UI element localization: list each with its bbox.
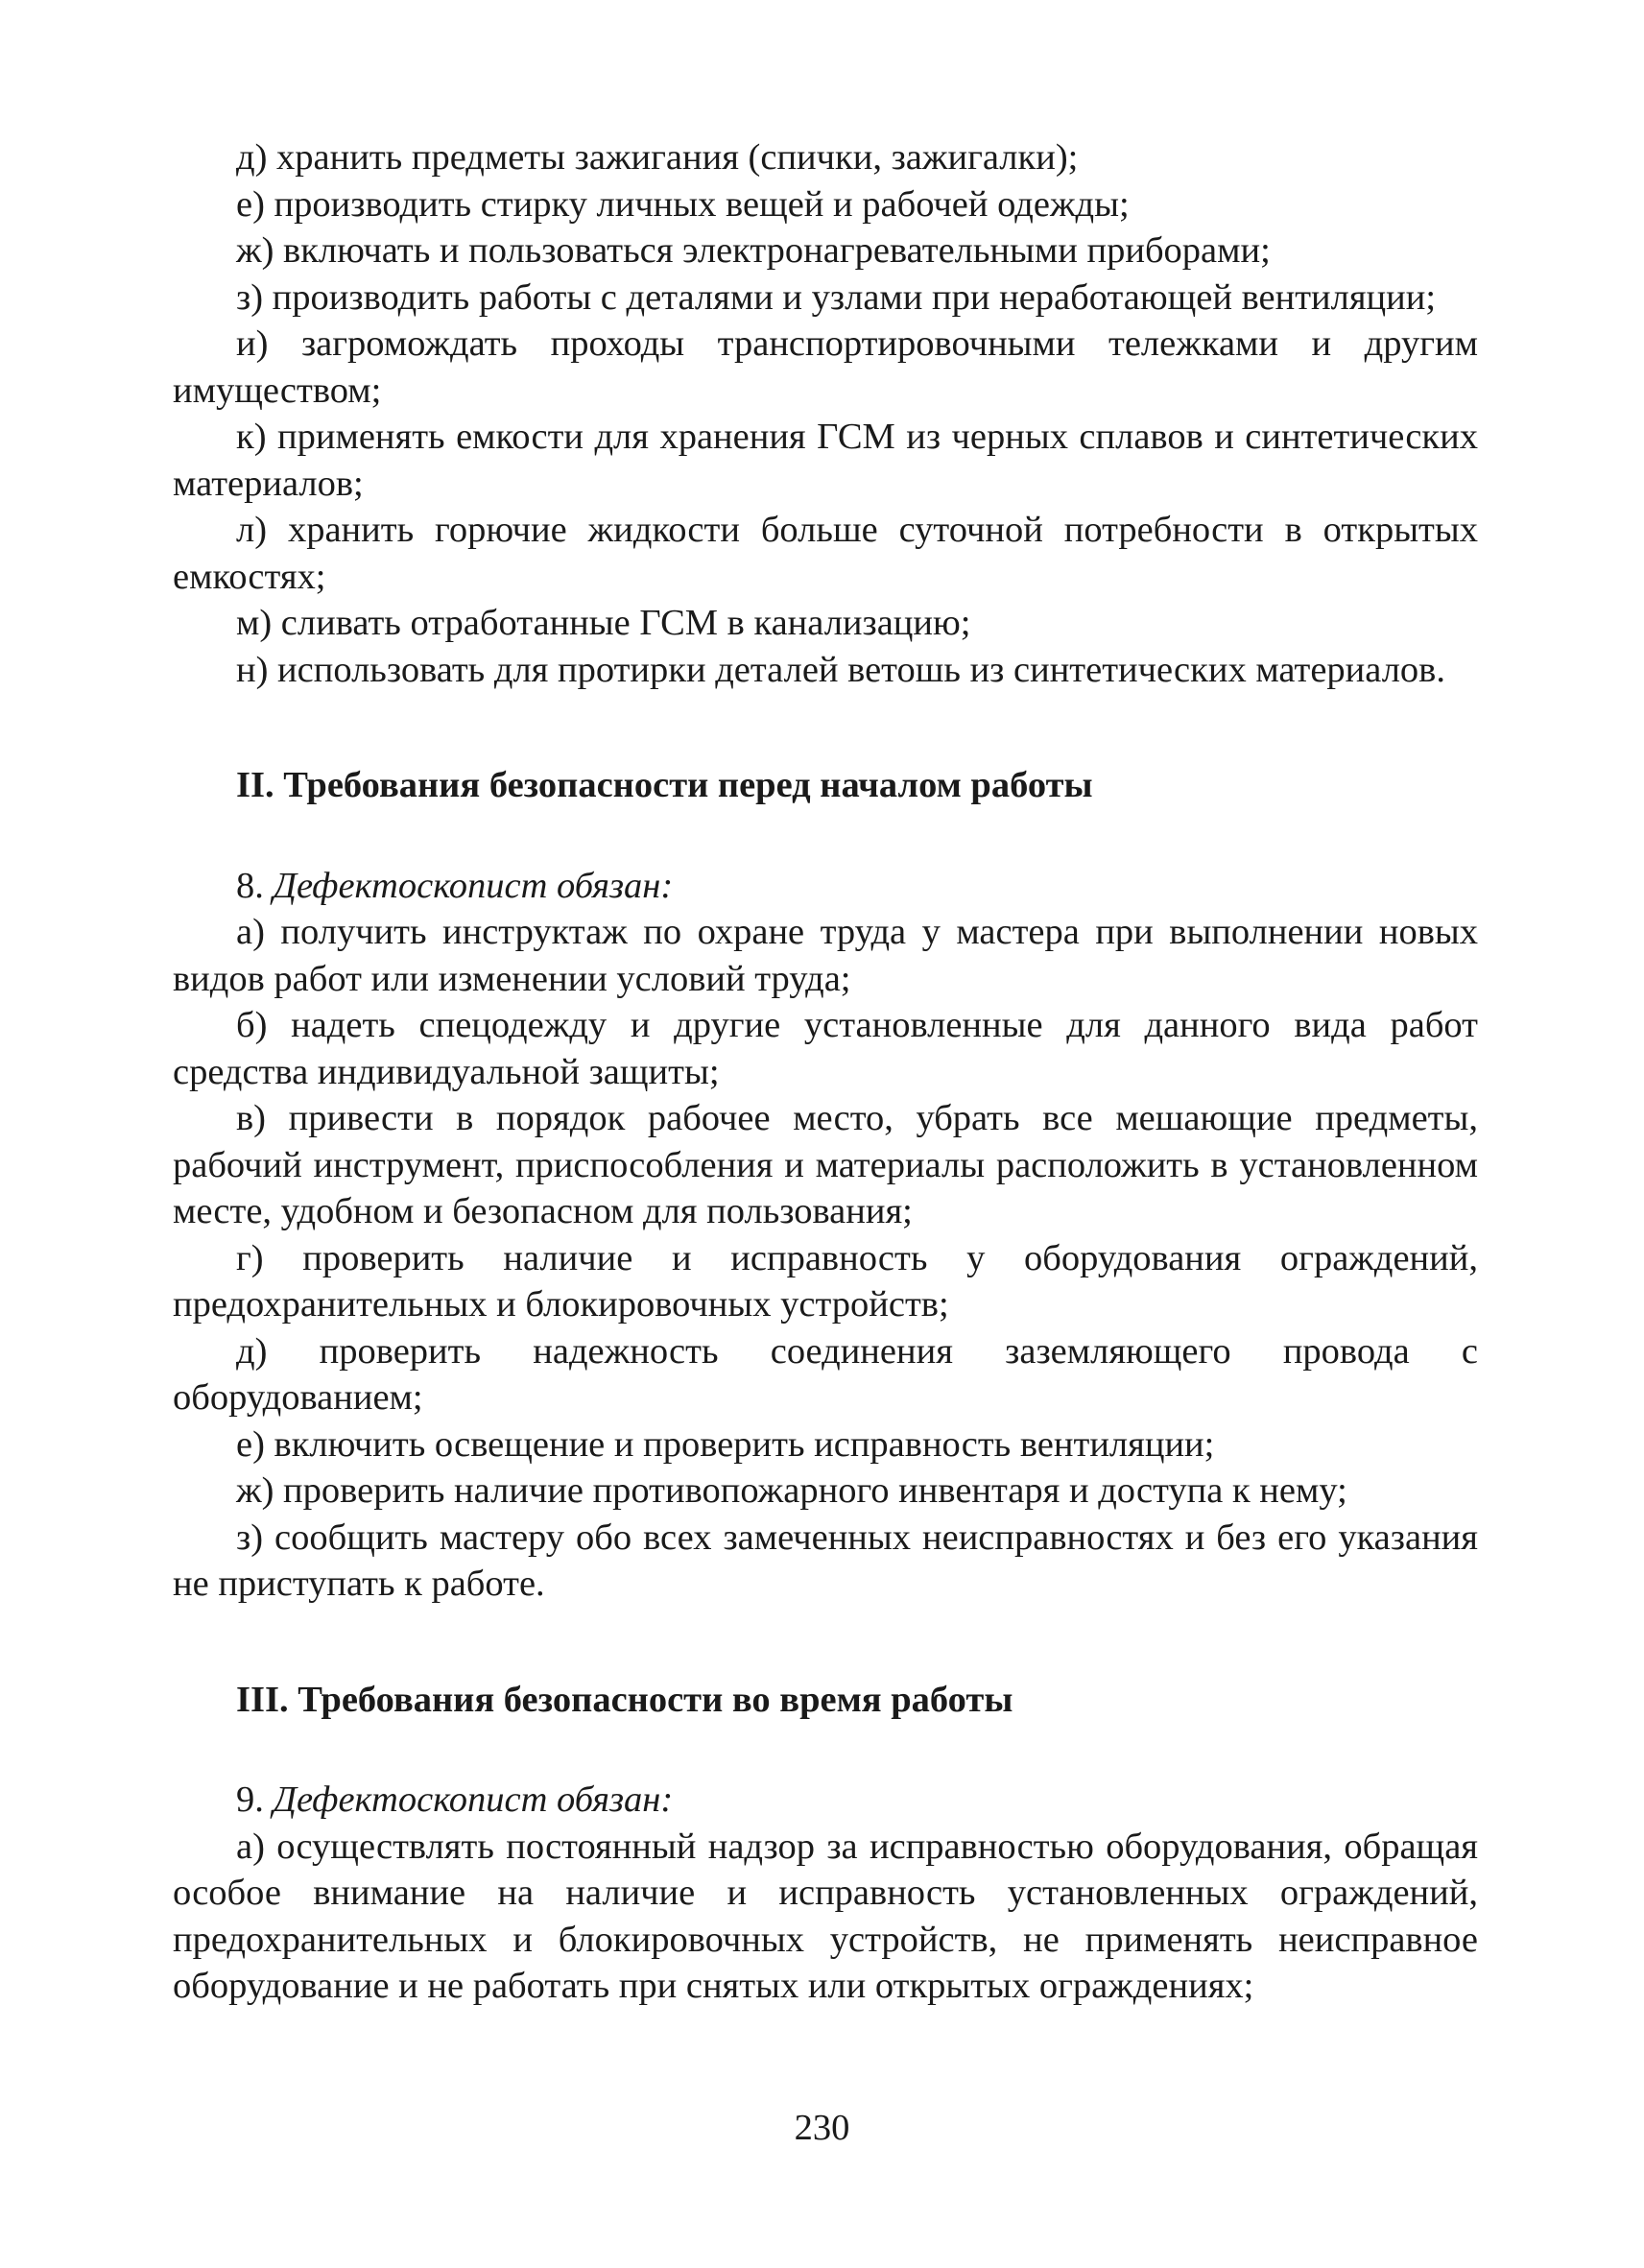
list-item: д) проверить надежность соединения заземляющего провода с оборудованием;	[173, 1330, 1478, 1418]
section-heading: II. Требования безопасности перед началом работы	[236, 765, 1093, 805]
list-item: ж) включать и пользоваться электронагревательными приборами;	[236, 230, 1271, 271]
page-number: 230	[794, 2108, 850, 2148]
document-page	[173, 134, 1478, 2010]
clause-number: 8.	[236, 865, 264, 906]
list-item: н) использовать для протирки деталей ветошь из синтетических материалов.	[236, 649, 1445, 690]
list-item: л) хранить горючие жидкости больше суточной потребности в открытых емкостях;	[173, 510, 1478, 597]
list-item: а) получить инструктаж по охране труда у мастера при выполнении новых видов работ или изменении условий труда;	[173, 912, 1478, 999]
list-item: а) осуществлять постоянный надзор за исправностью оборудования, обращая особое внимание на наличие и исправность установленных ограждений, предохранительных и блокировочных устройств, не применять неисправное оборудование и не работать при снятых или открытых ограждениях;	[173, 1826, 1478, 2006]
list-item: г) проверить наличие и исправность у оборудования ограждений, предохранительных и блокировочных устройств;	[173, 1237, 1478, 1325]
clause-heading	[173, 863, 1478, 910]
section-heading: III. Требования безопасности во время работы	[236, 1679, 1013, 1720]
clause-number: 9.	[236, 1779, 264, 1820]
list-item: в) привести в порядок рабочее место, убрать все мешающие предметы, рабочий инструмент, приспособления и материалы расположить в установленном месте, удобном и безопасном для пользования;	[173, 1098, 1478, 1231]
list-item: е) включить освещение и проверить исправность вентиляции;	[236, 1423, 1215, 1465]
list-item: е) производить стирку личных вещей и рабочей одежды;	[236, 183, 1130, 225]
list-item: з) сообщить мастеру обо всех замеченных неисправностях и без его указания не приступать к работе.	[173, 1516, 1478, 1604]
list-item: к) применять емкости для хранения ГСМ из черных сплавов и синтетических материалов;	[173, 417, 1478, 504]
list-item: м) сливать отработанные ГСМ в канализацию;	[236, 603, 971, 643]
list-item: з) производить работы с деталями и узлами при неработающей вентиляции;	[236, 276, 1437, 318]
clause-title: Дефектоскопист обязан:	[273, 865, 674, 906]
list-item: б) надеть спецодежду и другие установленные для данного вида работ средства индивидуальной защиты;	[173, 1005, 1478, 1092]
list-item: д) хранить предметы зажигания (спички, зажигалки);	[236, 137, 1079, 178]
clause-heading	[173, 1777, 1478, 1824]
clause-title: Дефектоскопист обязан:	[273, 1779, 674, 1820]
list-item: ж) проверить наличие противопожарного инвентаря и доступа к нему;	[236, 1470, 1347, 1511]
list-item: и) загромождать проходы транспортировочными тележками и другим имуществом;	[173, 323, 1478, 411]
